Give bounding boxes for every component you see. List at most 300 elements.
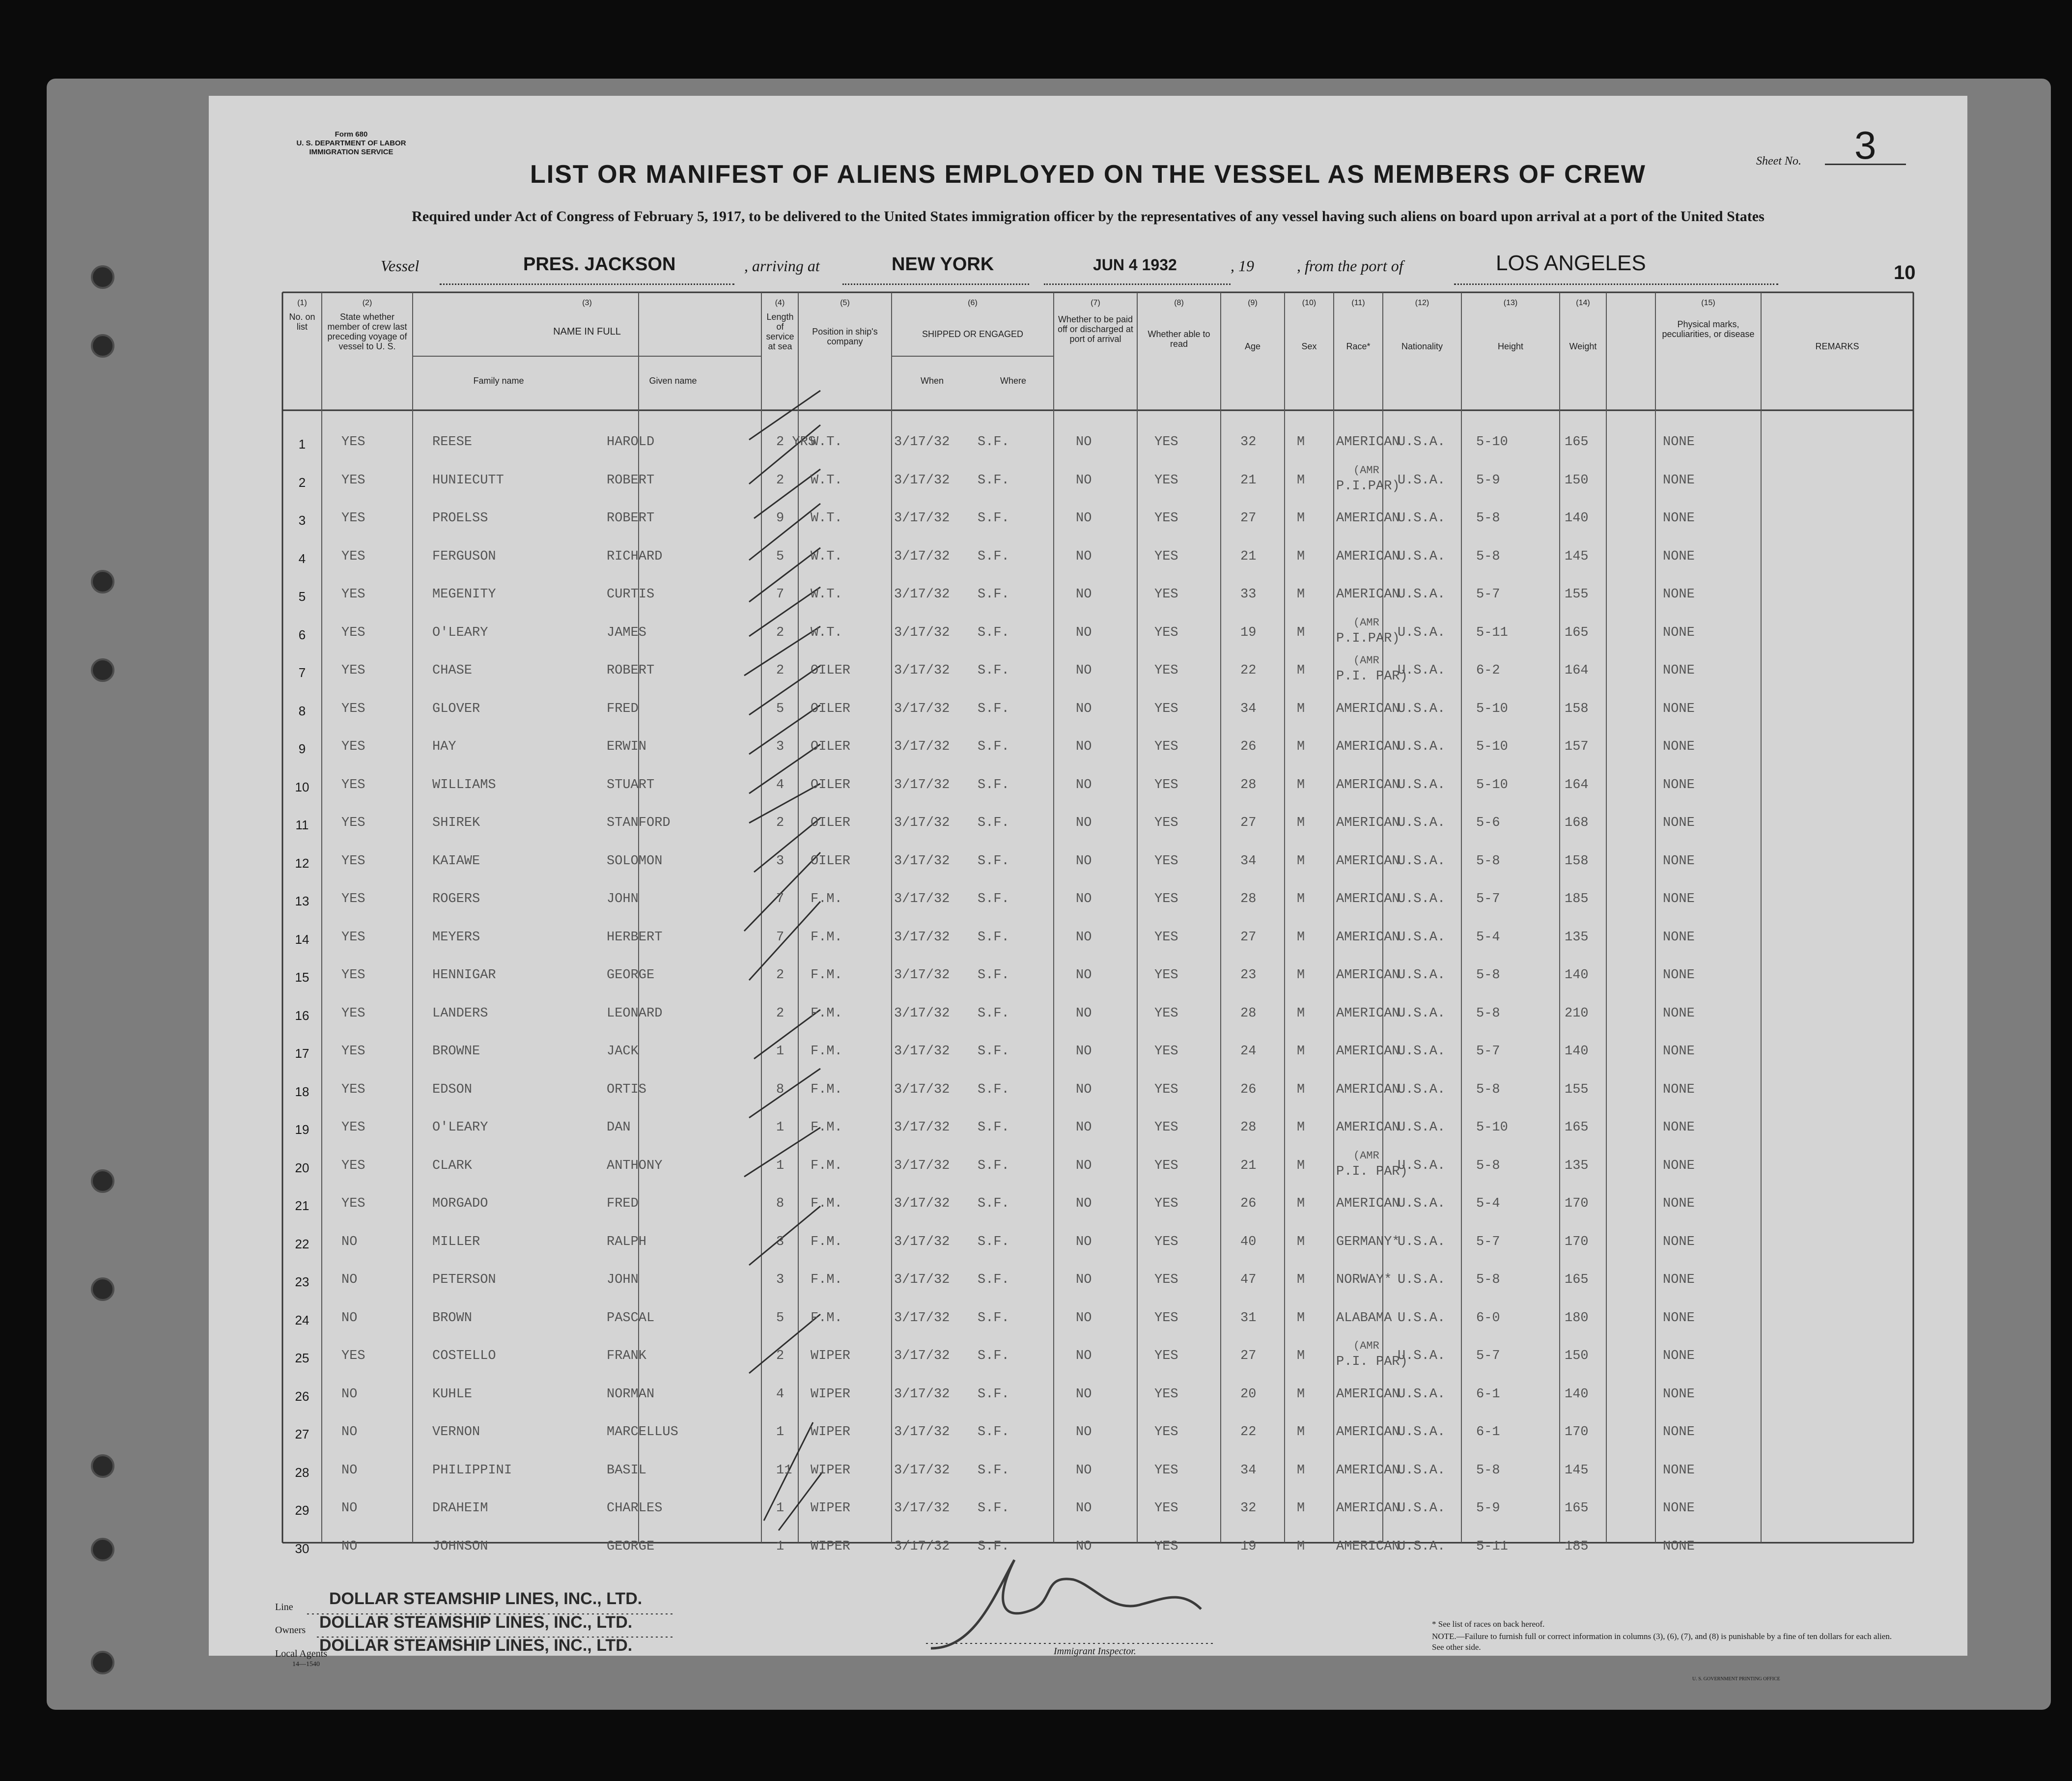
service-cell: 5 — [776, 1310, 784, 1326]
physical-marks-cell: NONE — [1663, 1044, 1695, 1059]
prev-voyage-cell: YES — [341, 663, 365, 678]
able-to-read-cell: YES — [1154, 1006, 1178, 1021]
physical-marks-cell: NONE — [1663, 1349, 1695, 1363]
age-cell: 33 — [1240, 587, 1257, 602]
sex-cell: M — [1297, 701, 1305, 716]
physical-marks-cell: NONE — [1663, 1082, 1695, 1097]
sex-cell: M — [1297, 1501, 1305, 1516]
physical-marks-cell: NONE — [1663, 816, 1695, 830]
given-name-cell: LEONARD — [607, 1006, 663, 1021]
weight-cell: 155 — [1565, 587, 1589, 602]
height-cell: 5-4 — [1476, 930, 1500, 945]
given-name-cell: JACK — [607, 1044, 639, 1059]
weight-cell: 145 — [1565, 1463, 1589, 1478]
physical-marks-cell: NONE — [1663, 930, 1695, 945]
given-name-cell: HERBERT — [607, 930, 663, 945]
col-header-no: No. on list — [289, 312, 315, 332]
nationality-cell: U.S.A. — [1398, 1006, 1446, 1021]
able-to-read-cell: YES — [1154, 1272, 1178, 1287]
shipped-when-cell: 3/17/32 — [894, 1196, 950, 1211]
shipped-where-cell: S.F. — [978, 1006, 1009, 1021]
weight-cell: 180 — [1565, 1310, 1589, 1326]
service: IMMIGRATION SERVICE — [309, 148, 393, 156]
sheet-number: 3 — [1854, 123, 1876, 167]
nationality-cell: U.S.A. — [1398, 968, 1446, 983]
height-cell: 5-9 — [1476, 1501, 1500, 1516]
shipped-when-cell: 3/17/32 — [894, 625, 950, 640]
row-number: 21 — [295, 1198, 309, 1213]
service-cell: 2 — [776, 1006, 784, 1021]
height-cell: 5-11 — [1476, 625, 1508, 640]
sex-cell: M — [1297, 511, 1305, 526]
position-cell: W.T. — [811, 549, 842, 564]
row-number: 10 — [295, 779, 309, 794]
position-cell: WIPER — [811, 1539, 851, 1554]
nationality-cell: U.S.A. — [1398, 1082, 1446, 1097]
position-cell: OILER — [811, 777, 851, 792]
race-cell: AMERICAN — [1336, 549, 1400, 564]
binder-ring — [91, 1277, 114, 1301]
service-cell: 3 — [776, 1234, 784, 1249]
paid-off-cell: NO — [1076, 587, 1092, 602]
nationality-cell: U.S.A. — [1398, 1310, 1446, 1326]
col-header-previous-voyage: State whether member of crew last preceding voyage of vessel to U. S. — [327, 312, 407, 351]
family-name-cell: PETERSON — [432, 1272, 496, 1287]
col-header-age: Age — [1244, 341, 1261, 351]
row-number: 14 — [295, 932, 309, 947]
shipped-when-cell: 3/17/32 — [894, 816, 950, 830]
height-cell: 5-10 — [1476, 435, 1508, 450]
form-number: Form 680 — [335, 130, 368, 139]
able-to-read-cell: YES — [1154, 1196, 1178, 1211]
able-to-read-cell: YES — [1154, 1158, 1178, 1173]
row-number: 5 — [298, 589, 306, 604]
shipped-where-cell: S.F. — [978, 435, 1009, 450]
prev-voyage-cell: NO — [341, 1463, 358, 1478]
nationality-cell: U.S.A. — [1398, 1463, 1446, 1478]
paid-off-cell: NO — [1076, 1196, 1092, 1211]
height-cell: 5-7 — [1476, 1234, 1500, 1249]
nationality-cell: U.S.A. — [1398, 473, 1446, 488]
shipped-when-cell: 3/17/32 — [894, 1425, 950, 1440]
service-cell: 1 — [776, 1120, 784, 1135]
row-number: 18 — [295, 1084, 309, 1099]
position-cell: W.T. — [811, 435, 842, 450]
race-cell: AMERICAN — [1336, 1425, 1400, 1440]
able-to-read-cell: YES — [1154, 1310, 1178, 1326]
weight-cell: 170 — [1565, 1425, 1589, 1440]
physical-marks-cell: NONE — [1663, 435, 1695, 450]
paid-off-cell: NO — [1076, 549, 1092, 564]
able-to-read-cell: YES — [1154, 1539, 1178, 1554]
nationality-cell: U.S.A. — [1398, 1158, 1446, 1173]
service-cell: 2 — [776, 968, 784, 983]
position-cell: OILER — [811, 663, 851, 678]
race-cell: AMERICAN — [1336, 968, 1400, 983]
paid-off-cell: NO — [1076, 777, 1092, 792]
family-name-cell: HUNIECUTT — [432, 473, 504, 488]
form-code: 14—1540 — [292, 1661, 320, 1668]
col-header-sex: Sex — [1301, 341, 1317, 351]
sex-cell: M — [1297, 549, 1305, 564]
col-num-1: (1) — [297, 299, 307, 307]
sex-cell: M — [1297, 1196, 1305, 1211]
weight-cell: 165 — [1565, 1120, 1589, 1135]
inspector-signature — [931, 1560, 1201, 1648]
service-cell: 2 — [776, 625, 784, 640]
shipped-where-cell: S.F. — [978, 1310, 1009, 1326]
sex-cell: M — [1297, 1006, 1305, 1021]
position-cell: WIPER — [811, 1386, 851, 1402]
height-cell: 5-10 — [1476, 739, 1508, 754]
nationality-cell: U.S.A. — [1398, 1386, 1446, 1402]
paid-off-cell: NO — [1076, 701, 1092, 716]
physical-marks-cell: NONE — [1663, 473, 1695, 488]
col-header-position: Position in ship's company — [812, 327, 878, 346]
col-header-when: When — [920, 376, 944, 386]
age-cell: 20 — [1240, 1386, 1257, 1402]
age-cell: 34 — [1240, 1463, 1257, 1478]
weight-cell: 155 — [1565, 1082, 1589, 1097]
race-cell: P.I.PAR) — [1336, 479, 1400, 494]
family-name-cell: CHASE — [432, 663, 473, 678]
family-name-cell: CLARK — [432, 1158, 473, 1173]
given-name-cell: STANFORD — [607, 816, 671, 830]
weight-cell: 158 — [1565, 853, 1589, 869]
col-header-paid-off: Whether to be paid off or discharged at port of arrival — [1058, 314, 1133, 344]
col-num-9: (9) — [1248, 299, 1258, 307]
binder-ring — [91, 1538, 114, 1561]
physical-marks-cell: NONE — [1663, 1310, 1695, 1326]
paid-off-cell: NO — [1076, 816, 1092, 830]
age-cell: 21 — [1240, 473, 1257, 488]
service-cell: 7 — [776, 892, 784, 906]
position-cell: W.T. — [811, 511, 842, 526]
paid-off-cell: NO — [1076, 968, 1092, 983]
row-number: 27 — [295, 1427, 309, 1442]
prev-voyage-cell: YES — [341, 739, 365, 754]
shipped-where-cell: S.F. — [978, 1272, 1009, 1287]
position-cell: OILER — [811, 853, 851, 869]
row-number: 1 — [298, 437, 306, 452]
race-note-cell: (AMR — [1353, 654, 1379, 667]
col-header-weight: Weight — [1569, 341, 1597, 351]
prev-voyage-cell: YES — [341, 435, 365, 450]
service-cell: 11 — [776, 1463, 792, 1478]
able-to-read-cell: YES — [1154, 1463, 1178, 1478]
physical-marks-cell: NONE — [1663, 1234, 1695, 1249]
shipped-when-cell: 3/17/32 — [894, 1158, 950, 1173]
paid-off-cell: NO — [1076, 1310, 1092, 1326]
row-number: 11 — [295, 818, 309, 832]
height-cell: 5-10 — [1476, 701, 1508, 716]
col-header-physical-marks: Physical marks, peculiarities, or disease — [1662, 319, 1755, 339]
service-cell: 1 — [776, 1539, 784, 1554]
col-header-race: Race* — [1346, 341, 1371, 351]
position-cell: WIPER — [811, 1349, 851, 1363]
shipped-when-cell: 3/17/32 — [894, 892, 950, 906]
year-label: , 19 — [1231, 257, 1254, 275]
given-name-cell: JOHN — [607, 1272, 639, 1287]
date-stamp: JUN 4 1932 — [1093, 256, 1177, 274]
row-number: 15 — [295, 970, 309, 985]
nationality-cell: U.S.A. — [1398, 1425, 1446, 1440]
race-cell: AMERICAN — [1336, 777, 1400, 792]
from-label: , from the port of — [1297, 257, 1403, 275]
position-cell: W.T. — [811, 625, 842, 640]
prev-voyage-cell: YES — [341, 1349, 365, 1363]
paid-off-cell: NO — [1076, 1539, 1092, 1554]
physical-marks-cell: NONE — [1663, 1006, 1695, 1021]
shipped-where-cell: S.F. — [978, 1158, 1009, 1173]
physical-marks-cell: NONE — [1663, 892, 1695, 906]
col-num-15: (15) — [1701, 299, 1715, 307]
nationality-cell: U.S.A. — [1398, 1272, 1446, 1287]
position-cell: F.M. — [811, 1044, 842, 1059]
service-cell: 3 — [776, 739, 784, 754]
paid-off-cell: NO — [1076, 892, 1092, 906]
height-cell: 5-7 — [1476, 1349, 1500, 1363]
able-to-read-cell: YES — [1154, 1349, 1178, 1363]
binder-ring — [91, 570, 114, 594]
weight-cell: 165 — [1565, 435, 1589, 450]
sex-cell: M — [1297, 1386, 1305, 1402]
row-number: 26 — [295, 1388, 309, 1404]
shipped-when-cell: 3/17/32 — [894, 1006, 950, 1021]
weight-cell: 145 — [1565, 549, 1589, 564]
service-cell: 8 — [776, 1082, 784, 1097]
height-cell: 5-7 — [1476, 587, 1500, 602]
nationality-cell: U.S.A. — [1398, 587, 1446, 602]
position-cell: F.M. — [811, 1158, 842, 1173]
binder-ring — [91, 1454, 114, 1478]
paid-off-cell: NO — [1076, 1386, 1092, 1402]
nationality-cell: U.S.A. — [1398, 511, 1446, 526]
shipped-where-cell: S.F. — [978, 701, 1009, 716]
shipped-when-cell: 3/17/32 — [894, 663, 950, 678]
weight-cell: 150 — [1565, 473, 1589, 488]
weight-cell: 164 — [1565, 777, 1589, 792]
physical-marks-cell: NONE — [1663, 1158, 1695, 1173]
col-num-4: (4) — [775, 299, 785, 307]
paid-off-cell: NO — [1076, 1272, 1092, 1287]
family-name-cell: VERNON — [432, 1425, 480, 1440]
age-cell: 22 — [1240, 663, 1257, 678]
position-cell: F.M. — [811, 1120, 842, 1135]
nationality-cell: U.S.A. — [1398, 1349, 1446, 1363]
prev-voyage-cell: YES — [341, 968, 365, 983]
row-number: 17 — [295, 1046, 309, 1061]
weight-cell: 165 — [1565, 625, 1589, 640]
paid-off-cell: NO — [1076, 473, 1092, 488]
row-number: 13 — [295, 894, 309, 908]
shipped-when-cell: 3/17/32 — [894, 511, 950, 526]
able-to-read-cell: YES — [1154, 511, 1178, 526]
race-cell: AMERICAN — [1336, 1539, 1400, 1554]
race-cell: NORWAY* — [1336, 1272, 1392, 1287]
physical-marks-cell: NONE — [1663, 549, 1695, 564]
nationality-cell: U.S.A. — [1398, 1120, 1446, 1135]
position-cell: WIPER — [811, 1463, 851, 1478]
age-cell: 26 — [1240, 1082, 1257, 1097]
family-name-cell: KAIAWE — [432, 853, 480, 869]
family-name-cell: BROWN — [432, 1310, 473, 1326]
sex-cell: M — [1297, 1539, 1305, 1554]
shipped-when-cell: 3/17/32 — [894, 968, 950, 983]
race-footnote: * See list of races on back hereof. — [1432, 1619, 1545, 1629]
nationality-cell: U.S.A. — [1398, 930, 1446, 945]
prev-voyage-cell: YES — [341, 625, 365, 640]
shipped-where-cell: S.F. — [978, 1349, 1009, 1363]
physical-marks-cell: NONE — [1663, 968, 1695, 983]
height-cell: 5-8 — [1476, 853, 1500, 869]
row-number: 29 — [295, 1503, 309, 1518]
position-cell: F.M. — [811, 1196, 842, 1211]
race-cell: AMERICAN — [1336, 1501, 1400, 1516]
able-to-read-cell: YES — [1154, 892, 1178, 906]
shipped-when-cell: 3/17/32 — [894, 1349, 950, 1363]
position-cell: OILER — [811, 816, 851, 830]
col-header-nationality: Nationality — [1401, 341, 1443, 351]
able-to-read-cell: YES — [1154, 701, 1178, 716]
shipped-when-cell: 3/17/32 — [894, 1272, 950, 1287]
height-cell: 5-7 — [1476, 892, 1500, 906]
department: U. S. DEPARTMENT OF LABOR — [296, 139, 406, 147]
given-name-cell: MARCELLUS — [607, 1425, 678, 1440]
weight-cell: 165 — [1565, 1501, 1589, 1516]
sex-cell: M — [1297, 1463, 1305, 1478]
able-to-read-cell: YES — [1154, 625, 1178, 640]
service-cell: 9 — [776, 511, 784, 526]
col-header-read: Whether able to read — [1148, 329, 1210, 349]
shipped-where-cell: S.F. — [978, 1120, 1009, 1135]
paid-off-cell: NO — [1076, 1158, 1092, 1173]
race-cell: AMERICAN — [1336, 511, 1400, 526]
row-number: 7 — [298, 665, 306, 680]
col-num-10: (10) — [1302, 299, 1316, 307]
given-name-cell: RICHARD — [607, 549, 663, 564]
family-name-cell: GLOVER — [432, 701, 480, 716]
shipped-where-cell: S.F. — [978, 1386, 1009, 1402]
shipped-where-cell: S.F. — [978, 587, 1009, 602]
col-num-5: (5) — [840, 299, 850, 307]
height-cell: 5-8 — [1476, 1006, 1500, 1021]
service-cell: 2 — [776, 816, 784, 830]
shipped-when-cell: 3/17/32 — [894, 1082, 950, 1097]
paid-off-cell: NO — [1076, 1463, 1092, 1478]
nationality-cell: U.S.A. — [1398, 739, 1446, 754]
age-cell: 28 — [1240, 1120, 1257, 1135]
nationality-cell: U.S.A. — [1398, 777, 1446, 792]
shipped-where-cell: S.F. — [978, 1044, 1009, 1059]
col-num-3: (3) — [582, 299, 592, 307]
col-header-name: NAME IN FULL — [553, 326, 621, 337]
paid-off-cell: NO — [1076, 511, 1092, 526]
position-cell: F.M. — [811, 968, 842, 983]
weight-cell: 164 — [1565, 663, 1589, 678]
family-name-cell: MILLER — [432, 1234, 480, 1249]
height-cell: 5-11 — [1476, 1539, 1508, 1554]
race-cell: P.I. PAR) — [1336, 669, 1408, 684]
service-cell: 5 — [776, 701, 784, 716]
prev-voyage-cell: YES — [341, 1120, 365, 1135]
given-name-cell: ROBERT — [607, 511, 655, 526]
prev-voyage-cell: NO — [341, 1386, 358, 1402]
shipped-where-cell: S.F. — [978, 739, 1009, 754]
paid-off-cell: NO — [1076, 1082, 1092, 1097]
able-to-read-cell: YES — [1154, 1082, 1178, 1097]
race-cell: AMERICAN — [1336, 1120, 1400, 1135]
weight-cell: 158 — [1565, 701, 1589, 716]
prev-voyage-cell: YES — [341, 777, 365, 792]
sex-cell: M — [1297, 1082, 1305, 1097]
col-num-6: (6) — [968, 299, 978, 307]
race-cell: P.I. PAR) — [1336, 1164, 1408, 1179]
race-cell: P.I.PAR) — [1336, 631, 1400, 646]
paid-off-cell: NO — [1076, 435, 1092, 450]
vessel-label: Vessel — [381, 257, 420, 275]
height-cell: 5-7 — [1476, 1044, 1500, 1059]
age-cell: 47 — [1240, 1272, 1257, 1287]
row-number: 16 — [295, 1008, 309, 1023]
shipped-where-cell: S.F. — [978, 1082, 1009, 1097]
sex-cell: M — [1297, 663, 1305, 678]
height-cell: 5-8 — [1476, 1272, 1500, 1287]
position-cell: OILER — [811, 701, 851, 716]
height-cell: 6-1 — [1476, 1386, 1500, 1402]
race-cell: AMERICAN — [1336, 701, 1400, 716]
given-name-cell: JOHN — [607, 892, 639, 906]
family-name-cell: BROWNE — [432, 1044, 480, 1059]
given-name-cell: FRED — [607, 1196, 639, 1211]
paid-off-cell: NO — [1076, 1501, 1092, 1516]
weight-cell: 140 — [1565, 511, 1589, 526]
able-to-read-cell: YES — [1154, 739, 1178, 754]
shipped-when-cell: 3/17/32 — [894, 473, 950, 488]
prev-voyage-cell: YES — [341, 816, 365, 830]
shipped-where-cell: S.F. — [978, 1196, 1009, 1211]
service-cell: 4 — [776, 1386, 784, 1402]
family-name-cell: HENNIGAR — [432, 968, 496, 983]
given-name-cell: NORMAN — [607, 1386, 655, 1402]
shipped-where-cell: S.F. — [978, 1463, 1009, 1478]
shipped-where-cell: S.F. — [978, 968, 1009, 983]
row-number: 23 — [295, 1274, 309, 1289]
binder-ring — [91, 1169, 114, 1193]
given-name-cell: FRANK — [607, 1349, 647, 1363]
col-header-where: Where — [1000, 376, 1026, 386]
weight-cell: 185 — [1565, 892, 1589, 906]
row-number: 30 — [295, 1541, 309, 1556]
printer-line: U. S. GOVERNMENT PRINTING OFFICE — [1692, 1676, 1780, 1682]
corner-number: 10 — [1894, 262, 1916, 283]
prev-voyage-cell: YES — [341, 701, 365, 716]
nationality-cell: U.S.A. — [1398, 853, 1446, 869]
nationality-cell: U.S.A. — [1398, 1234, 1446, 1249]
service-cell: 1 — [776, 1501, 784, 1516]
age-cell: 34 — [1240, 853, 1257, 869]
shipped-where-cell: S.F. — [978, 1501, 1009, 1516]
given-name-cell: FRED — [607, 701, 639, 716]
service-cell: 7 — [776, 930, 784, 945]
sex-cell: M — [1297, 1349, 1305, 1363]
owners-label: Owners — [275, 1625, 306, 1636]
shipped-when-cell: 3/17/32 — [894, 701, 950, 716]
age-cell: 27 — [1240, 1349, 1257, 1363]
row-number: 6 — [298, 627, 306, 642]
service-cell: 1 — [776, 1158, 784, 1173]
shipped-when-cell: 3/17/32 — [894, 1310, 950, 1326]
